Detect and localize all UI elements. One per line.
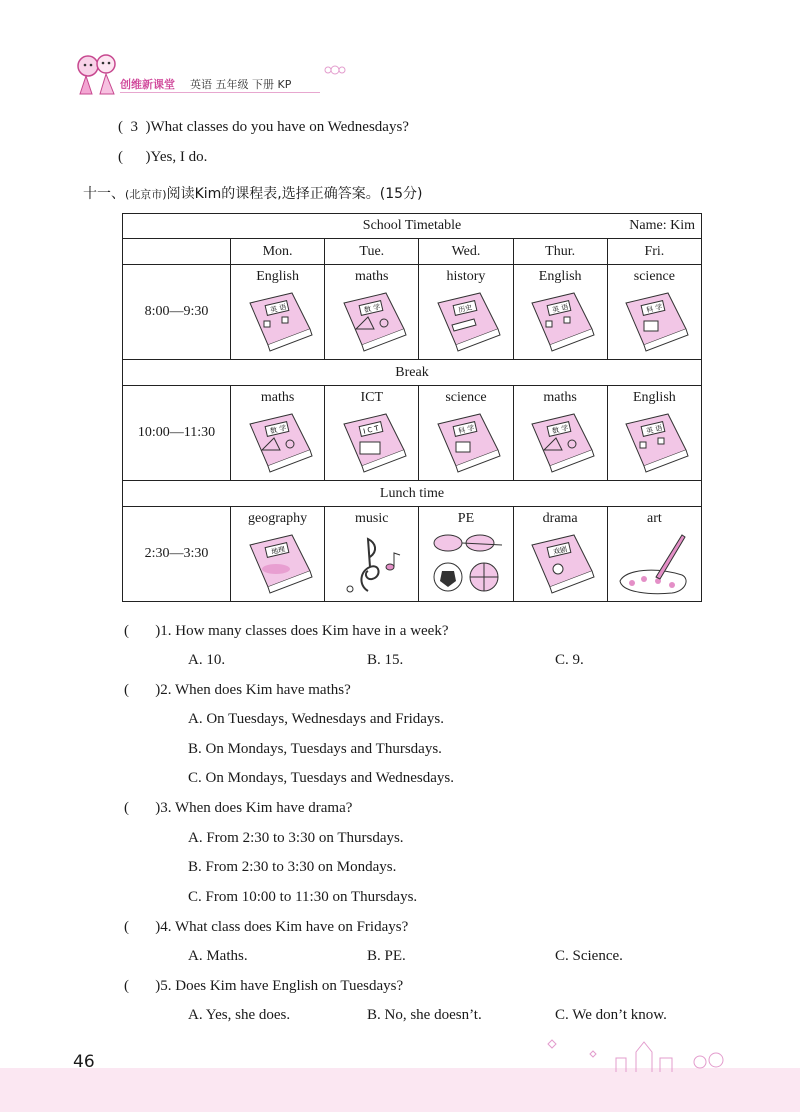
option-4a[interactable]: A. Maths. [188,948,248,964]
class-cell [607,386,701,481]
class-cell [513,507,607,602]
answer-blank[interactable]: 3 [130,119,138,135]
break-row: Break [123,360,702,386]
class-cell [325,507,419,602]
section-heading [83,183,423,203]
class-name: history [446,269,486,284]
class-name: English [256,269,299,284]
class-cell [419,507,513,602]
class-name: science [633,269,675,284]
maths-book-icon [240,410,316,476]
ict-book-icon [334,410,410,476]
class-name: art [646,511,662,526]
class-name: maths [260,390,295,405]
svg-text:历史: 历史 [457,303,473,315]
day-header: Wed. [419,239,513,265]
question-text: )5. Does Kim have English on Tuesdays? [155,978,404,994]
option-1b[interactable]: B. 15. [367,652,404,668]
question-4: ( )4. What class does Kim have on Fridays? [124,919,409,935]
question-text: )3. When does Kim have drama? [155,800,353,816]
class-cell [419,386,513,481]
class-cell [607,507,701,602]
cartoon-kids-logo-icon [72,50,124,98]
class-name: maths [355,269,389,284]
question-text: )2. When does Kim have maths? [155,682,351,698]
english-book-icon [616,410,692,476]
timetable-title-row [123,214,702,239]
option-2c[interactable]: C. On Mondays, Tuesdays and Wednesdays. [188,770,455,786]
section-instruction: 阅读Kim的课程表,选择正确答案。(15分) [166,186,423,202]
option-3b[interactable]: B. From 2:30 to 3:30 on Mondays. [188,859,397,875]
sports-balls-icon [428,531,504,597]
svg-text:地理: 地理 [270,545,286,557]
option-5b[interactable]: B. No, she doesn’t. [367,1007,482,1023]
class-cell [325,386,419,481]
music-notes-icon [334,531,410,597]
book-subtitle: 英语 五年级 下册 KP [190,78,292,91]
history-book-icon [428,289,504,355]
period-row-3 [123,507,702,602]
timetable-title: School Timetable [362,218,462,233]
class-cell [231,507,325,602]
drama-book-icon [522,531,598,597]
svg-text:科 学: 科 学 [645,302,664,315]
prev-question-3: ( 3 )What classes do you have on Wednesdays? [118,119,409,135]
student-name: Name: Kim [629,218,695,233]
class-cell [231,386,325,481]
page-number: 46 [73,1052,95,1072]
option-3c[interactable]: C. From 10:00 to 11:30 on Thursdays. [188,889,418,905]
class-name: ICT [360,390,384,405]
class-cell [325,265,419,360]
paint-palette-icon [616,531,692,597]
option-2b[interactable]: B. On Mondays, Tuesdays and Thursdays. [188,741,442,757]
svg-text:数 学: 数 学 [551,423,570,436]
option-3a[interactable]: A. From 2:30 to 3:30 on Thursdays. [188,830,404,846]
svg-text:数 学: 数 学 [363,302,381,315]
svg-text:I C T: I C T [362,424,380,436]
section-source: (北京市) [125,188,167,201]
class-cell [419,265,513,360]
svg-text:英 语: 英 语 [269,302,287,315]
time-cell: 2:30—3:30 [123,507,231,602]
question-1: ( )1. How many classes does Kim have in a week? [124,623,449,639]
day-header: Fri. [607,239,701,265]
svg-text:英 语: 英 语 [551,302,570,315]
svg-text:英 语: 英 语 [645,423,664,436]
class-name: PE [457,511,475,526]
maths-book-icon [522,410,598,476]
option-1a[interactable]: A. 10. [188,652,226,668]
science-book-icon [428,410,504,476]
svg-text:科 学: 科 学 [457,423,476,436]
school-timetable [122,213,702,602]
english-book-icon [522,289,598,355]
day-header: Thur. [513,239,607,265]
header-underline [120,92,320,93]
option-5a[interactable]: A. Yes, she does. [188,1007,291,1023]
option-5c[interactable]: C. We don’t know. [555,1007,667,1023]
question-text: )1. How many classes does Kim have in a week? [155,623,449,639]
option-1c[interactable]: C. 9. [555,652,584,668]
science-book-icon [616,289,692,355]
time-cell: 10:00—11:30 [123,386,231,481]
svg-text:数 学: 数 学 [269,423,287,436]
svg-text:戏剧: 戏剧 [552,545,569,557]
class-name: geography [248,511,308,526]
flower-doodle-icon [320,58,350,82]
time-cell: 8:00—9:30 [123,265,231,360]
day-header: Mon. [231,239,325,265]
maths-book-icon [334,289,410,355]
class-name: music [355,511,389,526]
class-name: maths [543,390,577,405]
option-4b[interactable]: B. PE. [367,948,406,964]
brand-name: 创维新课堂 [120,78,175,91]
section-number: 十一、 [83,186,125,202]
footer-band [0,1068,800,1112]
class-cell [231,265,325,360]
question-text: )What classes do you have on Wednesdays? [145,119,409,135]
class-cell [513,265,607,360]
class-name: English [632,390,676,405]
class-name: English [538,269,582,284]
class-name: science [445,390,487,405]
class-cell [607,265,701,360]
corner-cell [123,239,231,265]
castle-doodle-icon [540,1028,740,1074]
period-row-1 [123,265,702,360]
question-text: )4. What class does Kim have on Fridays? [155,919,409,935]
option-4c[interactable]: C. Science. [555,948,623,964]
class-name: drama [542,511,578,526]
option-2a[interactable]: A. On Tuesdays, Wednesdays and Fridays. [188,711,445,727]
question-text: )Yes, I do. [145,149,208,165]
question-2: ( )2. When does Kim have maths? [124,682,351,698]
day-header: Tue. [325,239,419,265]
english-book-icon [240,289,316,355]
class-cell [513,386,607,481]
geography-book-icon [240,531,316,597]
period-row-2 [123,386,702,481]
question-5: ( )5. Does Kim have English on Tuesdays? [124,978,404,994]
lunch-row: Lunch time [123,481,702,507]
question-3: ( )3. When does Kim have drama? [124,800,353,816]
prev-question-4: ( )Yes, I do. [118,149,208,165]
